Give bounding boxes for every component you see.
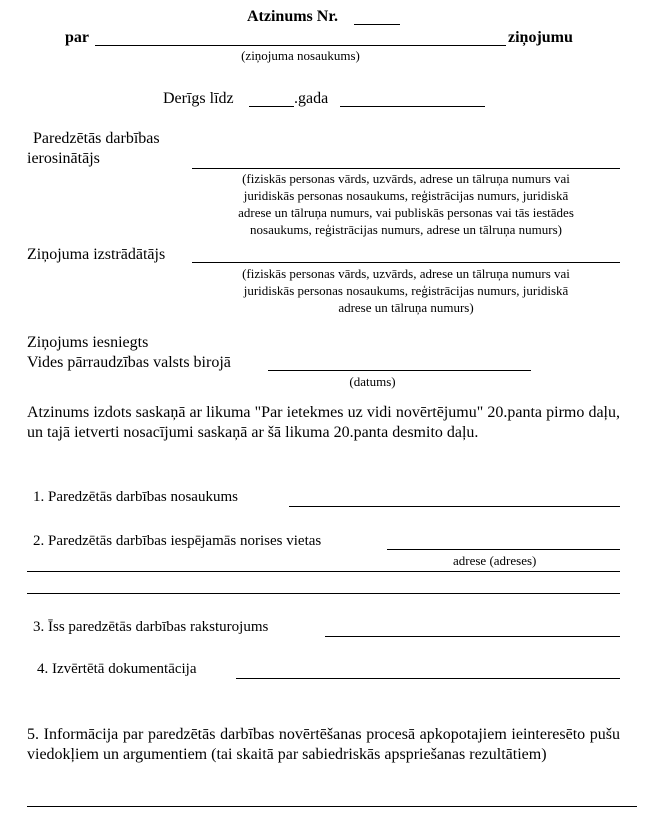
statement-paragraph: Atzinums izdots saskaņā ar likuma "Par ietekmes uz vidi novērtējumu" 20.panta pirmo daļu, un tajā ietverti nosacījumi saskaņā ar šā likuma 20.panta desmito daļu. bbox=[27, 404, 620, 441]
item4-label: 4. Izvērtētā dokumentācija bbox=[37, 661, 197, 677]
item4-line[interactable] bbox=[236, 678, 620, 679]
submitted-label-line1: Ziņojums iesniegts bbox=[27, 334, 149, 351]
valid-until-label: Derīgs līdz bbox=[163, 90, 234, 107]
initiator-hint: (fiziskās personas vārds, uzvārds, adrese un tālruņa numurs vai juridiskās personas nosaukums, reģistrācijas numurs, juridiskā adrese un tālruņa numurs, vai publiskās personas vai tās iestādes nosaukums, reģistrācijas numurs, adrese un tālruņa numurs) bbox=[238, 171, 574, 237]
developer-label: Ziņojuma izstrādātājs bbox=[27, 246, 166, 263]
zinojumu-label: ziņojumu bbox=[508, 29, 573, 46]
par-label: par bbox=[65, 29, 89, 46]
item2-extra-line-1[interactable] bbox=[27, 571, 620, 572]
report-name-hint: (ziņojuma nosaukums) bbox=[241, 48, 360, 63]
document-title: Atzinums Nr. bbox=[247, 8, 338, 25]
submission-date-hint: (datums) bbox=[349, 374, 396, 389]
item2-extra-line-2[interactable] bbox=[27, 593, 620, 594]
item2-line[interactable] bbox=[387, 549, 620, 550]
date-blank-line[interactable] bbox=[340, 106, 485, 107]
item5-paragraph: 5. Informācija par paredzētās darbības novērtēšanas procesā apkopotajiem ieinteresēto pušu viedokļiem un argumentiem (tai skaitā par sabiedriskās apspriešanas rezultātiem) bbox=[27, 726, 620, 763]
developer-line[interactable] bbox=[192, 262, 620, 263]
developer-hint: (fiziskās personas vārds, uzvārds, adrese un tālruņa numurs vai juridiskās personas nosaukums, reģistrācijas numurs, juridiskā adrese un tālruņa numurs) bbox=[242, 266, 570, 315]
year-suffix-label: .gada bbox=[294, 90, 329, 107]
item3-label: 3. Īss paredzētās darbības raksturojums bbox=[33, 619, 269, 635]
item1-line[interactable] bbox=[289, 506, 620, 507]
submitted-label-line2: Vides pārraudzības valsts birojā bbox=[27, 354, 231, 371]
item2-hint: adrese (adreses) bbox=[453, 553, 537, 568]
report-name-line[interactable] bbox=[95, 45, 506, 46]
item3-line[interactable] bbox=[325, 636, 620, 637]
item1-label: 1. Paredzētās darbības nosaukums bbox=[33, 489, 238, 505]
item5-line[interactable] bbox=[27, 806, 637, 807]
initiator-label-line1: Paredzētās darbības bbox=[33, 130, 160, 147]
year-blank-line[interactable] bbox=[249, 106, 294, 107]
number-blank-line[interactable] bbox=[354, 24, 400, 25]
item2-label: 2. Paredzētās darbības iespējamās norises vietas bbox=[33, 533, 322, 549]
initiator-line[interactable] bbox=[192, 168, 620, 169]
submission-date-line[interactable] bbox=[268, 370, 531, 371]
initiator-label-line2: ierosinātājs bbox=[27, 150, 100, 167]
